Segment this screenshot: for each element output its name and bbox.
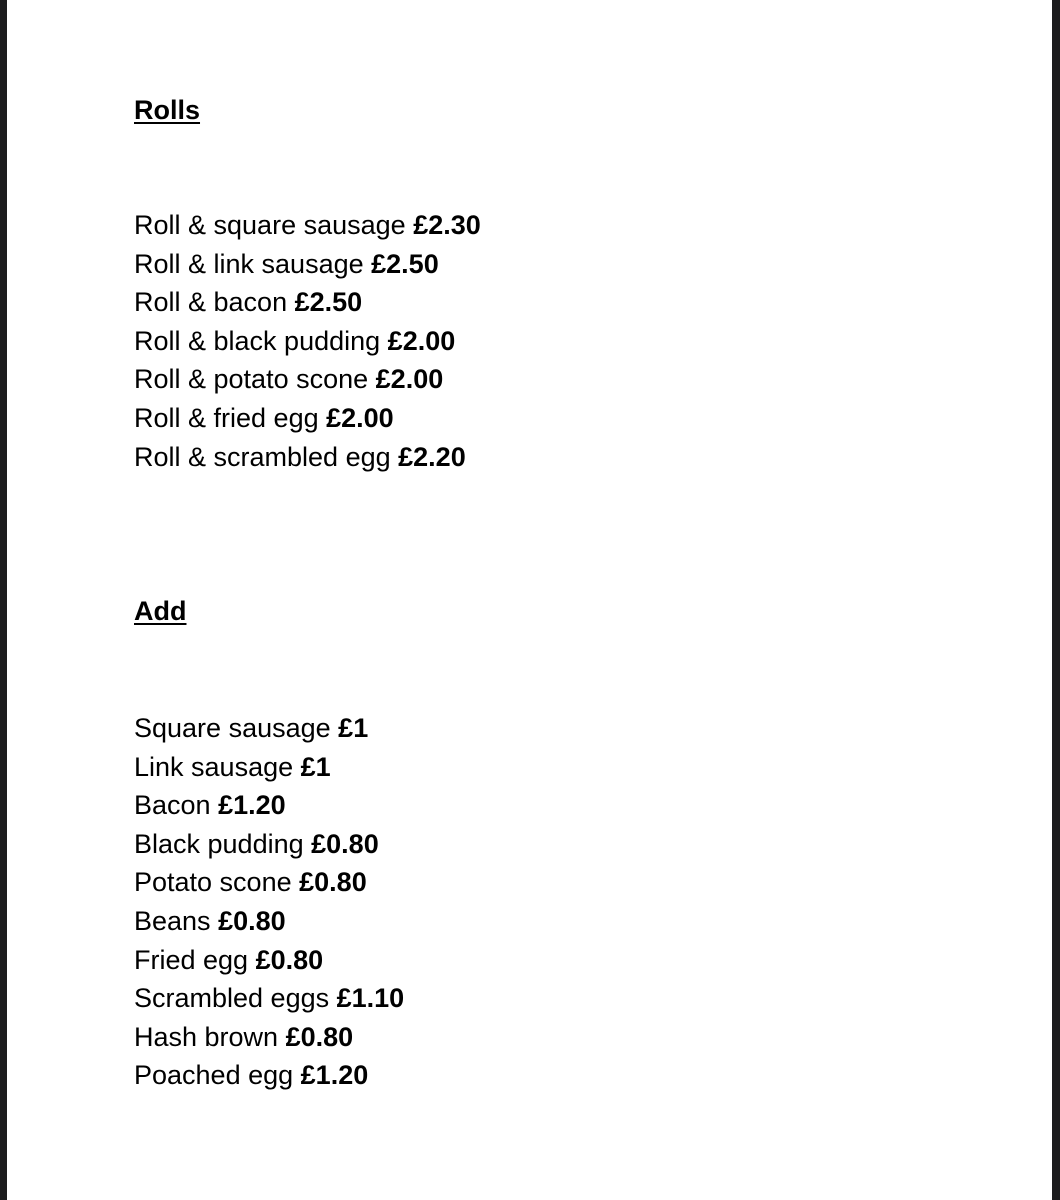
item-price: £0.80: [299, 867, 367, 898]
menu-item: [134, 438, 481, 477]
item-price: £1.10: [336, 983, 405, 1014]
item-name: Roll & scrambled egg: [134, 441, 391, 472]
item-name: Roll & fried egg: [134, 402, 319, 433]
menu-item: [134, 1056, 404, 1095]
item-price: £1: [300, 751, 331, 782]
menu-item: [134, 399, 481, 438]
menu-item: [134, 863, 404, 902]
menu-item: [134, 322, 481, 361]
menu-item: [134, 902, 404, 941]
item-price: £2.50: [294, 287, 363, 318]
document-page: [7, 0, 1052, 1200]
item-name: Fried egg: [134, 944, 249, 975]
item-price: £1.20: [300, 1060, 369, 1091]
item-price: £0.80: [255, 944, 324, 975]
menu-item: [134, 1018, 404, 1057]
item-name: Roll & potato scone: [134, 364, 369, 395]
item-name: Beans: [134, 905, 211, 936]
item-price: £2.00: [375, 364, 444, 395]
item-name: Scrambled eggs: [134, 983, 330, 1014]
item-name: Black pudding: [134, 828, 304, 859]
add-menu-list: [134, 709, 404, 1095]
item-name: Roll & link sausage: [134, 248, 364, 279]
item-name: Roll & black pudding: [134, 325, 381, 356]
viewer-frame-right: [1052, 0, 1060, 1200]
menu-item: [134, 245, 481, 284]
item-price: £1.20: [218, 790, 286, 821]
rolls-section-heading-wrap: [134, 91, 200, 130]
item-name: Roll & square sausage: [134, 210, 406, 240]
item-price: £2.30: [413, 210, 481, 240]
viewer-frame-left: [0, 0, 7, 1200]
item-price: £0.80: [285, 1021, 354, 1052]
menu-item: [134, 979, 404, 1018]
item-price: £2.00: [326, 402, 394, 433]
item-name: Link sausage: [134, 751, 294, 782]
item-name: Potato scone: [134, 867, 292, 898]
item-price: £2.50: [371, 248, 439, 279]
menu-item: [134, 709, 404, 748]
item-name: Poached egg: [134, 1060, 294, 1091]
menu-item: [134, 825, 404, 864]
item-price: £0.80: [218, 905, 286, 936]
add-section-heading-wrap: [134, 592, 186, 631]
menu-item: [134, 283, 481, 322]
rolls-menu-list: [134, 206, 481, 476]
menu-item: [134, 941, 404, 980]
item-name: Bacon: [134, 790, 211, 821]
menu-item: [134, 360, 481, 399]
menu-item: [134, 206, 481, 245]
item-price: £1: [338, 713, 369, 743]
item-name: Roll & bacon: [134, 287, 288, 318]
menu-item: [134, 786, 404, 825]
item-name: Hash brown: [134, 1021, 279, 1052]
item-price: £2.00: [387, 325, 456, 356]
item-name: Square sausage: [134, 713, 331, 743]
rolls-section-heading: Rolls: [134, 95, 201, 125]
item-price: £2.20: [398, 441, 466, 472]
menu-item: [134, 748, 404, 787]
add-section-heading: Add: [134, 596, 187, 626]
item-price: £0.80: [311, 828, 379, 859]
